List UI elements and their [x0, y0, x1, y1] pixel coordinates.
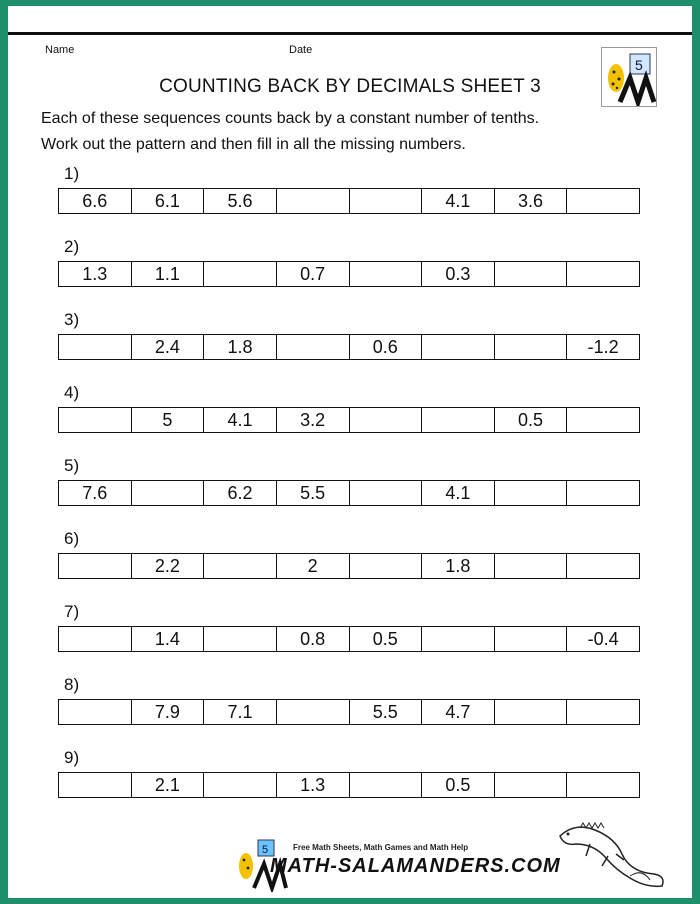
blank-answer-cell[interactable] — [59, 700, 132, 724]
sequence-row — [58, 480, 640, 506]
blank-answer-cell[interactable] — [350, 554, 423, 578]
sequence-value-cell: 6.1 — [132, 189, 205, 213]
blank-answer-cell[interactable] — [204, 554, 277, 578]
sequence-value-cell: 5 — [132, 408, 205, 432]
blank-answer-cell[interactable] — [59, 335, 132, 359]
sequence-value-cell: 0.7 — [277, 262, 350, 286]
footer-badge: 5 — [262, 844, 269, 856]
blank-answer-cell[interactable] — [59, 773, 132, 797]
sequence-value-cell: 7.6 — [59, 481, 132, 505]
sequence-value-cell: 2.4 — [132, 335, 205, 359]
question-number: 5) — [64, 456, 80, 475]
blank-answer-cell[interactable] — [495, 627, 568, 651]
sequence-value-cell: 7.1 — [204, 700, 277, 724]
blank-answer-cell[interactable] — [204, 627, 277, 651]
instruction-line-1: Each of these sequences counts back by a constant number of tenths. — [41, 110, 540, 127]
sequence-row — [58, 188, 640, 214]
blank-answer-cell[interactable] — [204, 262, 277, 286]
blank-answer-cell[interactable] — [495, 481, 568, 505]
sequence-value-cell: 4.1 — [422, 481, 495, 505]
sequence-value-cell: 5.5 — [277, 481, 350, 505]
name-label: Name — [45, 44, 75, 56]
sequence-value-cell: 0.3 — [422, 262, 495, 286]
sequence-value-cell: 2.2 — [132, 554, 205, 578]
sequence-value-cell: -0.4 — [587, 628, 619, 649]
blank-answer-cell[interactable] — [495, 335, 568, 359]
question-number: 7) — [64, 602, 80, 621]
sequence-row — [58, 772, 640, 798]
question-number: 3) — [64, 310, 80, 329]
sequence-value-cell: 0.8 — [277, 627, 350, 651]
question-number: 4) — [64, 383, 80, 402]
sequence-value-cell: 4.7 — [422, 700, 495, 724]
blank-answer-cell[interactable] — [422, 627, 495, 651]
instruction-line-2: Work out the pattern and then fill in all the missing numbers. — [41, 136, 466, 153]
top-rule — [8, 32, 692, 35]
blank-answer-cell[interactable] — [495, 773, 568, 797]
sequence-value-cell: 1.3 — [59, 262, 132, 286]
blank-answer-cell[interactable] — [59, 554, 132, 578]
sequence-value-cell: 0.6 — [350, 335, 423, 359]
blank-answer-cell[interactable] — [350, 481, 423, 505]
blank-answer-cell[interactable] — [350, 408, 423, 432]
blank-answer-cell[interactable] — [567, 189, 639, 213]
blank-answer-cell[interactable] — [567, 554, 639, 578]
blank-answer-cell[interactable] — [59, 627, 132, 651]
sequence-value-cell: 1.3 — [277, 773, 350, 797]
sequence-value-cell: 0.5 — [350, 627, 423, 651]
sequence-row — [58, 626, 640, 652]
question-number: 6) — [64, 529, 80, 548]
blank-answer-cell[interactable] — [277, 189, 350, 213]
blank-answer-cell[interactable] — [567, 773, 639, 797]
blank-answer-cell[interactable] — [350, 773, 423, 797]
blank-answer-cell[interactable] — [495, 262, 568, 286]
blank-answer-cell[interactable] — [567, 262, 639, 286]
question-number: 1) — [64, 164, 80, 183]
sequence-value-cell: -1.2 — [587, 336, 619, 357]
sequence-value-cell: 0.5 — [495, 408, 568, 432]
sequence-value-cell: 1.8 — [422, 554, 495, 578]
blank-answer-cell[interactable] — [422, 335, 495, 359]
blank-answer-cell[interactable] — [204, 773, 277, 797]
sequence-value-cell: 0.5 — [422, 773, 495, 797]
sequence-value-cell: 6.2 — [204, 481, 277, 505]
sequence-value-cell: 1.8 — [204, 335, 277, 359]
grade-badge: 5 — [635, 57, 643, 73]
question-number: 2) — [64, 237, 80, 256]
worksheet-page — [8, 6, 692, 898]
sequence-row — [58, 553, 640, 579]
blank-answer-cell[interactable] — [277, 335, 350, 359]
sequence-value-cell: 3.6 — [495, 189, 568, 213]
blank-answer-cell[interactable] — [422, 408, 495, 432]
question-number: 9) — [64, 748, 80, 767]
sequence-value-cell: 7.9 — [132, 700, 205, 724]
blank-answer-cell[interactable] — [350, 189, 423, 213]
blank-answer-cell[interactable] — [277, 700, 350, 724]
sequence-value-cell: 4.1 — [204, 408, 277, 432]
sequence-value-cell: 1.1 — [132, 262, 205, 286]
sequence-value-cell: 4.1 — [422, 189, 495, 213]
blank-answer-cell[interactable] — [495, 700, 568, 724]
salamander-illustration-icon — [550, 814, 670, 894]
blank-answer-cell[interactable] — [495, 554, 568, 578]
sequence-value-cell: 2.1 — [132, 773, 205, 797]
sequence-value-cell: 2 — [277, 554, 350, 578]
blank-answer-cell[interactable] — [567, 481, 639, 505]
worksheet-title: COUNTING BACK BY DECIMALS SHEET 3 — [159, 76, 541, 97]
blank-answer-cell[interactable] — [132, 481, 205, 505]
sequence-value-cell: 6.6 — [59, 189, 132, 213]
blank-answer-cell[interactable] — [350, 262, 423, 286]
blank-answer-cell[interactable] — [59, 408, 132, 432]
sequence-row — [58, 699, 640, 725]
sequence-value-cell: 5.6 — [204, 189, 277, 213]
footer-tagline: Free Math Sheets, Math Games and Math Help — [293, 843, 469, 852]
question-number: 8) — [64, 675, 80, 694]
sequence-row — [58, 334, 640, 360]
sequence-row — [58, 261, 640, 287]
blank-answer-cell[interactable] — [567, 408, 639, 432]
date-label: Date — [289, 44, 313, 56]
sequence-row — [58, 407, 640, 433]
sequence-value-cell: 5.5 — [350, 700, 423, 724]
sequence-value-cell: 1.4 — [132, 627, 205, 651]
footer-site-link[interactable]: MATH-SALAMANDERS.COM — [270, 855, 561, 877]
sequence-value-cell: 3.2 — [277, 408, 350, 432]
blank-answer-cell[interactable] — [567, 700, 639, 724]
